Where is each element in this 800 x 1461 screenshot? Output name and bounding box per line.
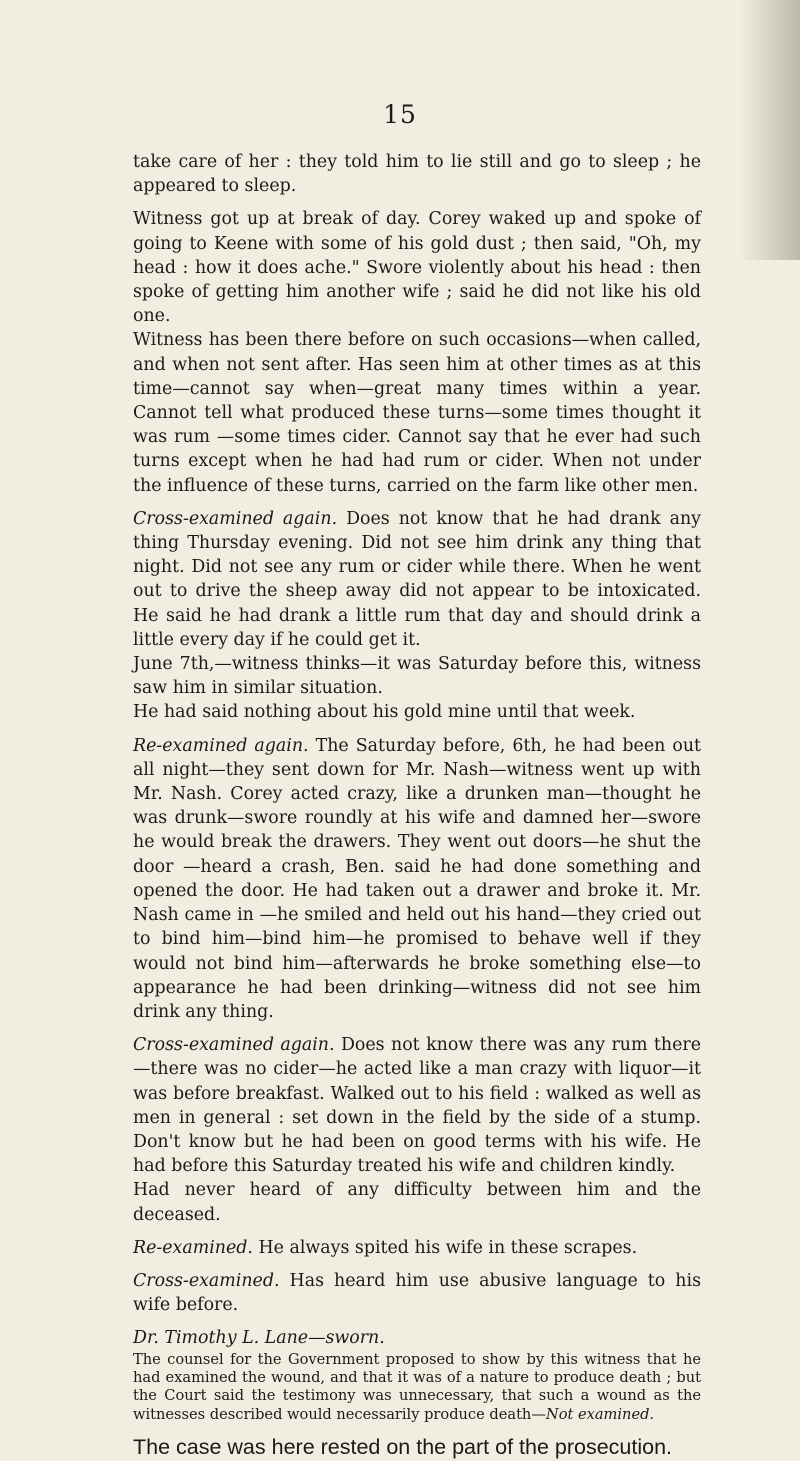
paragraph-re-examined-again xyxy=(133,734,701,1024)
note-tail: Not examined. xyxy=(545,1405,655,1423)
counsel-note xyxy=(133,1351,701,1425)
paragraph-witness-occasions: Witness has been there before on such occasions—when called, and when not sent after. Has seen him at other times as at this time—cannot say when—great many times within a year. Cannot tell what produced these turns—some times thought it was rum —some times cider. Cannot say that he ever had such turns except when he had had rum or cider. When not under the influence of these turns, carried on the farm like other men. xyxy=(133,330,701,496)
page-edge-shadow xyxy=(740,0,800,260)
document-body xyxy=(133,150,701,1460)
paragraph-re-examined xyxy=(133,1236,701,1260)
paragraph-text: The Saturday before, 6th, he had been out all night—they sent down for Mr. Nash—witness went up with Mr. Nash. Corey acted crazy, like a drunken man—thought he was drunk—swore roundly at his wife and damned her—swore he would break the drawers. They went out doors—he shut the door —heard a crash, Ben. said he had done something and opened the door. He had taken out a drawer and broke it. Mr. Nash came in —he smiled and held out his hand—they cried out to bind him—bind him—he promised to behave well if they would not bind him—afterwards he broke something else—to appearance he had been drinking—witness did not see him drink any thing. xyxy=(133,735,702,1022)
section-lead: Re-examined again. xyxy=(133,735,309,756)
paragraph-text: Has heard him use abusive language to his wife before. xyxy=(133,1270,701,1316)
section-lead: Cross-examined again. xyxy=(133,508,338,529)
paragraph-witness-woke: Witness got up at break of day. Corey waked up and spoke of going to Keene with some of his gold dust ; then said, "Oh, my head : how it does ache." Swore violently about his head : then spoke of getting him another wife ; said he did not like his old one. xyxy=(133,209,701,327)
paragraph-text: He always spited his wife in these scrapes. xyxy=(252,1237,638,1258)
paragraph-cross-examined xyxy=(133,1269,701,1317)
note-text: The counsel for the Government proposed to show by this witness that he had examined the wound, and that it was of a nature to produce death ; but the Court said the testimony was unnecessary, that such a wound as the witnesses described would necessarily produce death— xyxy=(133,1350,701,1423)
paragraph-text: Does not know that he had drank any thing Thursday evening. Did not see him drink any thing that night. Did not see any rum or cider while there. When he went out to drive the sheep away did not appear to be intoxicated. He said he had drank a little rum that day and should drink a little every day if he could get it. xyxy=(133,508,701,650)
section-lead: Re-examined. xyxy=(133,1237,253,1258)
paragraph-gold-mine: He had said nothing about his gold mine until that week. xyxy=(133,702,636,723)
section-lead: Cross-examined again. xyxy=(133,1035,335,1056)
paragraph-cross-examined-again-1 xyxy=(133,507,701,652)
paragraph-cross-examined-again-2 xyxy=(133,1033,701,1178)
section-lead: Cross-examined. xyxy=(133,1270,280,1291)
paragraph-continuation: take care of her : they told him to lie still and go to sleep ; he appeared to sleep. xyxy=(133,152,701,197)
paragraph-text: Does not know there was any rum there —there was no cider—he acted like a man crazy with liquor—it was before breakfast. Walked out to his field : walked as well as men in general : set down in the field by the side of a stump. Don't know but he had been on good terms with his wife. He had before this Saturday treated his wife and children kindly. xyxy=(133,1035,701,1177)
paragraph-june-seventh: June 7th,—witness thinks—it was Saturday before this, witness saw him in similar situation. xyxy=(133,654,701,699)
page-number: 15 xyxy=(383,100,417,129)
paragraph-no-difficulty: Had never heard of any difficulty between him and the deceased. xyxy=(133,1180,701,1225)
witness-heading: Dr. Timothy L. Lane—sworn. xyxy=(133,1328,385,1349)
closing-statement: The case was here rested on the part of the prosecution. xyxy=(133,1435,673,1460)
